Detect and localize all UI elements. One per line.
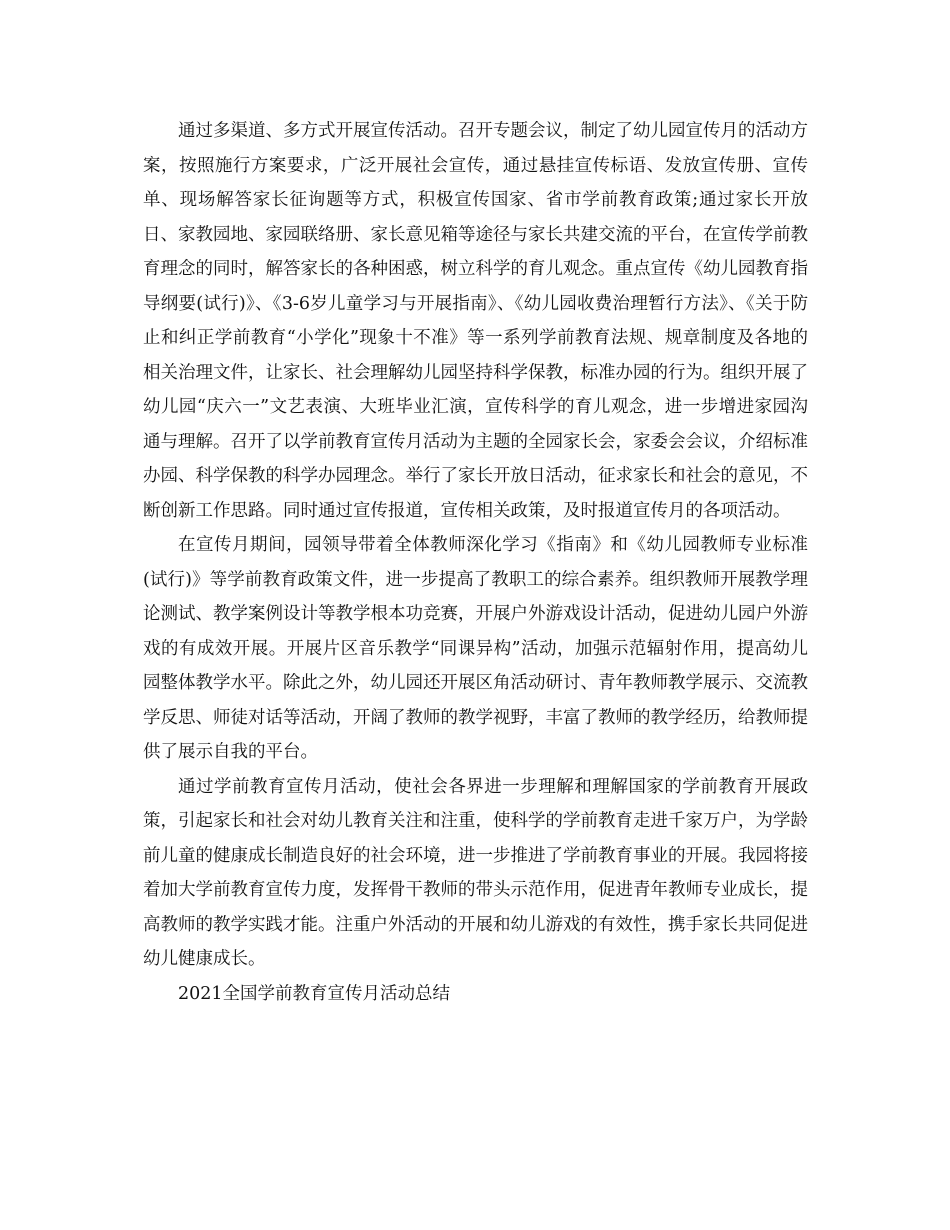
document-body (143, 114, 808, 1011)
paragraph-publicity-channels: 通过多渠道、多方式开展宣传活动。召开专题会议，制定了幼儿园宣传月的活动方案，按照施行方案要求，广泛开展社会宣传，通过悬挂宣传标语、发放宣传册、宣传单、现场解答家长征询题等方式，积极宣传国家、省市学前教育政策;通过家长开放日、家教园地、家园联络册、家长意见箱等途径与家长共建交流的平台，在宣传学前教育理念的同时，解答家长的各种困惑，树立科学的育儿观念。重点宣传《幼儿园教育指导纲要(试行)》、《3-6岁儿童学习与开展指南》、《幼儿园收费治理暂行方法》、《关于防止和纠正学前教育“小学化”现象十不准》等一系列学前教育法规、规章制度及各地的相关治理文件，让家长、社会理解幼儿园坚持科学保教，标准办园的行为。组织开展了幼儿园“庆六一”文艺表演、大班毕业汇演，宣传科学的育儿观念，进一步增进家园沟通与理解。召开了以学前教育宣传月活动为主题的全园家长会，家委会会议，介绍标准办园、科学保教的科学办园理念。举行了家长开放日活动，征求家长和社会的意见，不断创新工作思路。同时通过宣传报道，宣传相关政策，及时报道宣传月的各项活动。 (143, 121, 808, 521)
paragraph-teacher-training: 在宣传月期间，园领导带着全体教师深化学习《指南》和《幼儿园教师专业标准(试行)》等学前教育政策文件，进一步提高了教职工的综合素养。组织教师开展教学理论测试、教学案例设计等教学根本功竞赛，开展户外游戏设计活动，促进幼儿园户外游戏的有成效开展。开展片区音乐教学“同课异构”活动，加强示范辐射作用，提高幼儿园整体教学水平。除此之外，幼儿园还开展区角活动研讨、青年教师教学展示、交流教学反思、师徒对话等活动，开阔了教师的教学视野，丰富了教师的教学经历，给教师提供了展示自我的平台。 (143, 535, 808, 762)
paragraph-outcomes: 通过学前教育宣传月活动，使社会各界进一步理解和理解国家的学前教育开展政策，引起家长和社会对幼儿教育关注和注重，使科学的学前教育走进千家万户，为学龄前儿童的健康成长制造良好的社会环境，进一步推进了学前教育事业的开展。我园将接着加大学前教育宣传力度，发挥骨干教师的带头示范作用，促进青年教师专业成长，提高教师的教学实践才能。注重户外活动的开展和幼儿游戏的有效性，携手家长共同促进幼儿健康成长。 (143, 776, 808, 969)
document-trailing-title: 2021全国学前教育宣传月活动总结 (178, 983, 451, 1004)
